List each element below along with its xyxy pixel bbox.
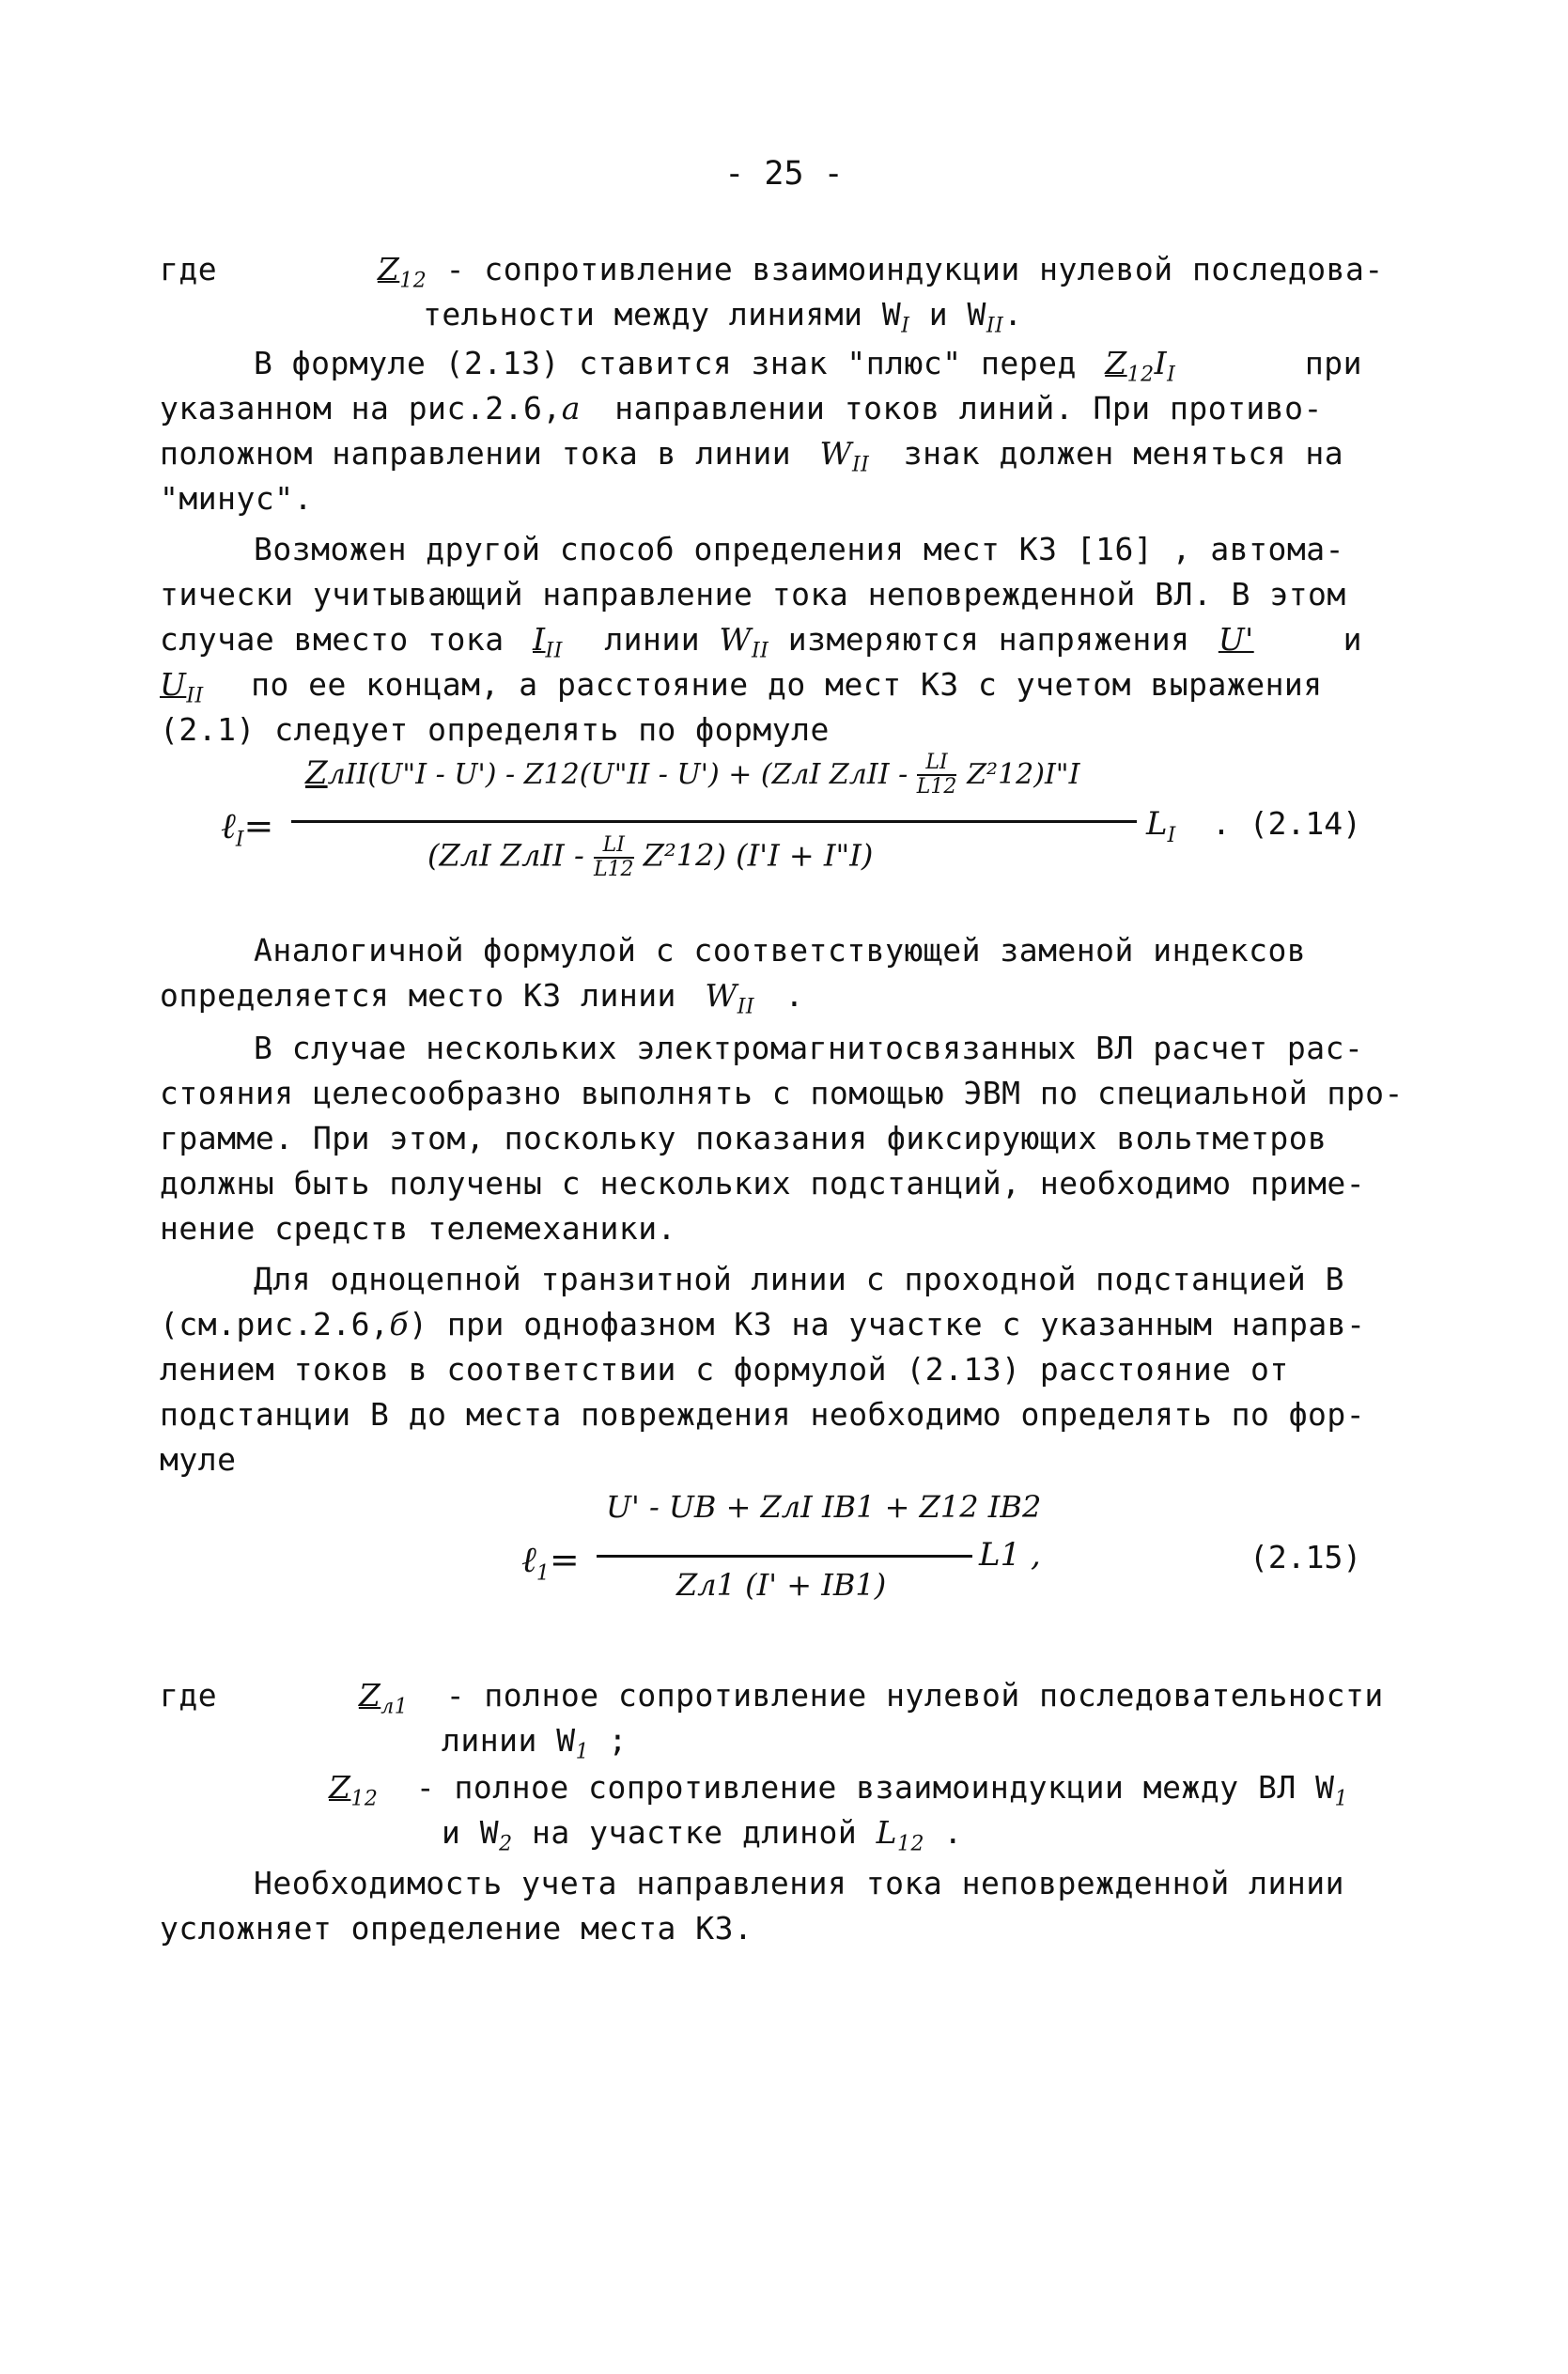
subscript: I xyxy=(1167,363,1176,387)
text-line: нение средств телемеханики. xyxy=(160,1210,676,1247)
symbol: L xyxy=(1146,805,1168,843)
subscript: 12 xyxy=(1126,363,1155,387)
text: . xyxy=(1003,296,1023,333)
fraction xyxy=(594,834,634,881)
text-line xyxy=(423,294,1268,348)
text: . xyxy=(924,1814,963,1851)
formula-multiplier: L1 , xyxy=(979,1536,1041,1574)
text: ) при однофазном КЗ на участке с указанным направ- xyxy=(409,1306,1366,1342)
text: тельности между линиями W xyxy=(423,296,902,333)
text: направлении токов линий. При противо- xyxy=(614,390,1323,427)
subscript: II xyxy=(851,453,870,477)
text-line: должны быть получены с нескольких подстанций, необходимо приме- xyxy=(160,1165,1366,1202)
fraction-bar xyxy=(597,1555,972,1558)
equation-number: . (2.14) xyxy=(1212,805,1361,842)
text: при xyxy=(1304,345,1362,381)
formula-multiplier xyxy=(1146,805,1175,847)
subscript: 1 xyxy=(1334,1787,1348,1811)
text-line: грамме. При этом, поскольку показания фиксирующих вольтметров xyxy=(160,1120,1327,1156)
formula-lhs xyxy=(221,805,273,852)
page-number: - 25 - xyxy=(724,155,844,193)
text-line xyxy=(160,1304,1366,1345)
subscript: 12 xyxy=(350,1787,379,1811)
text: Z²12) (I'I + I"I) xyxy=(643,837,874,874)
where-label: где xyxy=(160,251,218,287)
symbol: W xyxy=(819,435,852,472)
subscript: II xyxy=(545,639,563,663)
text: определяется место КЗ линии xyxy=(160,977,676,1014)
definition-text: - сопротивление взаимоиндукции нулевой последова- xyxy=(445,251,1384,287)
text: (ZлI ZлII - xyxy=(427,837,594,874)
text: Z²12)I"I xyxy=(967,758,1080,791)
subscript: 12 xyxy=(897,1832,925,1856)
text: L12 xyxy=(593,858,634,881)
subscript: 12 xyxy=(399,269,427,293)
subscript: 1 xyxy=(575,1740,590,1764)
symbol: = xyxy=(243,805,274,846)
text: лII(U"I - U') - Z12(U"II - U') + (ZлI ZлII - xyxy=(327,758,917,791)
symbol: ℓ xyxy=(521,1539,536,1580)
formula-lhs xyxy=(521,1539,580,1586)
subscript: II xyxy=(737,995,755,1019)
symbol: a xyxy=(561,390,581,427)
symbol: = xyxy=(549,1539,580,1580)
symbol: I xyxy=(1154,345,1168,381)
text: на участке длиной xyxy=(512,1814,877,1851)
formula-denominator xyxy=(427,834,873,881)
text: указанном на рис.2.6, xyxy=(160,390,562,427)
symbol: б xyxy=(389,1306,410,1342)
equation-number: (2.15) xyxy=(1250,1539,1362,1575)
formula-numerator: U' - UB + ZлI IB1 + Z12 IB2 xyxy=(606,1489,1042,1525)
definition-text: - полное сопротивление нулевой последовательности xyxy=(445,1677,1384,1714)
text: LI xyxy=(917,752,957,776)
text-line: Возможен другой способ определения мест КЗ [16] , автома- xyxy=(254,531,1344,567)
symbol: Z xyxy=(358,1677,381,1714)
text: L12 xyxy=(916,775,957,799)
text-line: подстанции В до места повреждения необходимо определять по фор- xyxy=(160,1396,1366,1433)
text: знак должен меняться на xyxy=(903,435,1344,472)
text: положном направлении тока в линии xyxy=(160,435,792,472)
text-line xyxy=(442,1720,1287,1774)
text-line: "минус". xyxy=(160,480,313,517)
text-line: В случае нескольких электромагнитосвязанных ВЛ расчет рас- xyxy=(254,1030,1364,1066)
text-line: Аналогичной формулой с соответствующей заменой индексов xyxy=(254,932,1307,969)
text: . xyxy=(784,977,804,1014)
symbol: Z xyxy=(329,1769,351,1806)
text: случае вместо тока xyxy=(160,621,505,658)
symbol: ℓ xyxy=(221,805,236,846)
definition-text: - полное сопротивление взаимоиндукции между ВЛ W xyxy=(415,1769,1335,1806)
text-line: муле xyxy=(160,1441,237,1478)
fraction-bar xyxy=(291,820,1137,823)
subscript: I xyxy=(1167,823,1176,847)
text: и W xyxy=(442,1814,500,1851)
symbol: Z xyxy=(305,754,328,792)
symbol: Z xyxy=(1105,345,1127,381)
text: и xyxy=(1343,621,1362,658)
text: и W xyxy=(909,296,986,333)
text-line: (2.1) следует определять по формуле xyxy=(160,711,830,748)
text-line: тически учитывающий направление тока неповрежденной ВЛ. В этом xyxy=(160,576,1346,613)
where-label: где xyxy=(160,1677,218,1714)
text-line: стояния целесообразно выполнять с помощью ЭВМ по специальной про- xyxy=(160,1075,1404,1111)
subscript: 1 xyxy=(536,1561,550,1586)
text: по ее концам, а расстояние до мест КЗ с учетом выражения xyxy=(251,666,1323,703)
text: линии xyxy=(604,621,701,658)
subscript: II xyxy=(751,639,769,663)
text: ; xyxy=(589,1722,628,1759)
subscript: II xyxy=(986,314,1004,338)
text-line xyxy=(442,1812,1287,1866)
text-line: Необходимость учета направления тока неповрежденной линии xyxy=(254,1865,1344,1901)
text-line xyxy=(160,388,1362,429)
symbol: Z xyxy=(377,251,400,287)
text-line: Для одноцепной транзитной линии с проходной подстанцией В xyxy=(254,1261,1344,1297)
symbol: W xyxy=(705,977,737,1014)
symbol: L xyxy=(876,1814,898,1851)
subscript: 2 xyxy=(499,1832,513,1856)
text-line xyxy=(160,975,1362,1029)
text: В формуле (2.13) ставится знак "плюс" перед xyxy=(254,345,1077,381)
symbol: U' xyxy=(1218,621,1254,658)
formula-numerator xyxy=(305,752,1079,799)
fraction xyxy=(917,752,957,799)
text: LI xyxy=(594,834,634,859)
formula-denominator: Zл1 (I' + IB1) xyxy=(676,1567,887,1603)
subscript: I xyxy=(901,314,910,338)
text: линии W xyxy=(442,1722,576,1759)
text: измеряются напряжения xyxy=(787,621,1190,658)
symbol: W xyxy=(719,621,752,658)
text: (см.рис.2.6, xyxy=(160,1306,390,1342)
text-line: лением токов в соответствии с формулой (2.13) расстояние от xyxy=(160,1351,1289,1388)
subscript: II xyxy=(186,684,204,708)
subscript: л1 xyxy=(380,1695,409,1719)
symbol: I xyxy=(533,621,546,658)
text-line: усложняет определение места КЗ. xyxy=(160,1910,753,1947)
subscript: I xyxy=(235,828,244,852)
symbol: U xyxy=(160,666,187,703)
